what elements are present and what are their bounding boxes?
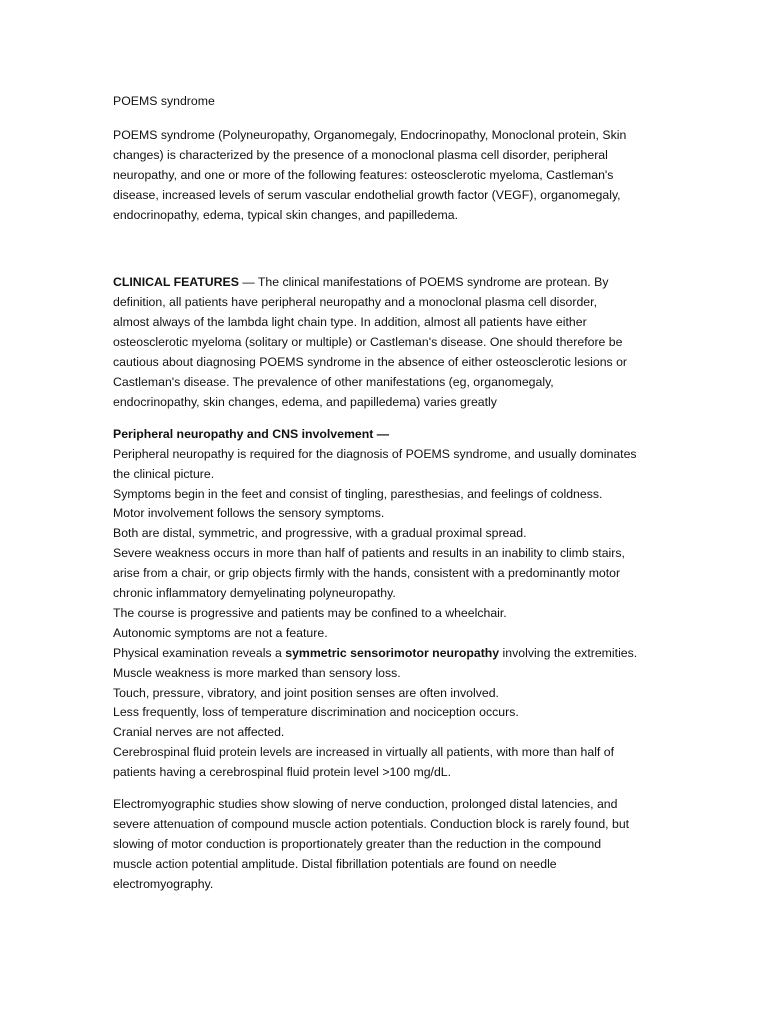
neuropathy-line: Muscle weakness is more marked than sensory loss. <box>113 665 401 680</box>
clinical-line: Castleman's disease. The prevalence of other manifestations (eg, organomegaly, <box>113 374 554 389</box>
document-title <box>113 92 653 112</box>
emg-line: Electromyographic studies show slowing of nerve conduction, prolonged distal latencies, and <box>113 797 618 812</box>
intro-line: POEMS syndrome (Polyneuropathy, Organomegaly, Endocrinopathy, Monoclonal protein, Skin <box>113 127 627 142</box>
neuropathy-line: arise from a chair, or grip objects firmly with the hands, consistent with a predominantly motor <box>113 566 621 581</box>
clinical-line: osteosclerotic myeloma (solitary or multiple) or Castleman's disease. One should therefore be <box>113 335 623 350</box>
intro-line: neuropathy, and one or more of the following features: osteosclerotic myeloma, Castleman's <box>113 167 614 182</box>
intro-line: endocrinopathy, edema, typical skin changes, and papilledema. <box>113 207 458 222</box>
neuropathy-heading: Peripheral neuropathy and CNS involvement — <box>113 426 390 441</box>
exam-suffix: involving the extremities. <box>499 645 638 660</box>
emg-line: severe attenuation of compound muscle action potentials. Conduction block is rarely found, but <box>113 817 630 831</box>
intro-line: changes) is characterized by the presence of a monoclonal plasma cell disorder, peripheral <box>113 147 608 162</box>
neuropathy-line: Less frequently, loss of temperature discrimination and nociception occurs. <box>113 705 519 720</box>
intro-paragraph <box>113 126 653 226</box>
document-page <box>113 92 653 895</box>
exam-bold-term: symmetric sensorimotor neuropathy <box>285 645 500 660</box>
neuropathy-line: Motor involvement follows the sensory symptoms. <box>113 506 385 521</box>
exam-line <box>113 644 653 664</box>
spacer <box>113 112 653 126</box>
neuropathy-line: Autonomic symptoms are not a feature. <box>113 625 328 640</box>
neuropathy-line: Touch, pressure, vibratory, and joint position senses are often involved. <box>113 685 499 700</box>
clinical-line: endocrinopathy, skin changes, edema, and papilledema) varies greatly <box>113 394 497 409</box>
neuropathy-line: Cranial nerves are not affected. <box>113 725 285 740</box>
clinical-line: definition, all patients have peripheral neuropathy and a monoclonal plasma cell disorder, <box>113 295 597 310</box>
neuropathy-paragraph <box>113 425 653 783</box>
title-text: POEMS syndrome <box>113 94 215 108</box>
exam-prefix: Physical examination reveals a <box>113 645 286 660</box>
clinical-features-paragraph <box>113 273 653 412</box>
emg-paragraph <box>113 795 653 895</box>
neuropathy-line: Symptoms begin in the feet and consist of tingling, paresthesias, and feelings of coldness. <box>113 486 603 501</box>
spacer <box>113 225 653 273</box>
clinical-line-text: — The clinical manifestations of POEMS syndrome are protean. By <box>238 275 609 290</box>
clinical-line: cautious about diagnosing POEMS syndrome in the absence of either osteosclerotic lesions or <box>113 355 628 370</box>
spacer <box>113 413 653 425</box>
neuropathy-line: The course is progressive and patients may be confined to a wheelchair. <box>113 605 507 620</box>
emg-line: muscle action potential amplitude. Distal fibrillation potentials are found on needle <box>113 856 557 871</box>
intro-line: disease, increased levels of serum vascular endothelial growth factor (VEGF), organomegaly, <box>113 187 621 202</box>
clinical-line <box>113 273 653 293</box>
emg-line: electromyography. <box>113 876 214 891</box>
neuropathy-line: the clinical picture. <box>113 466 215 481</box>
emg-line: slowing of motor conduction is proportionately greater than the reduction in the compound <box>113 836 602 851</box>
clinical-features-heading: CLINICAL FEATURES <box>113 275 239 290</box>
neuropathy-line: Cerebrospinal fluid protein levels are increased in virtually all patients, with more than half of <box>113 745 615 760</box>
neuropathy-line: Peripheral neuropathy is required for the diagnosis of POEMS syndrome, and usually dominates <box>113 446 637 461</box>
neuropathy-line: Severe weakness occurs in more than half of patients and results in an inability to climb stairs, <box>113 546 625 561</box>
spacer <box>113 783 653 795</box>
neuropathy-line: patients having a cerebrospinal fluid protein level >100 mg/dL. <box>113 765 452 780</box>
clinical-line: almost always of the lambda light chain type. In addition, almost all patients have either <box>113 315 587 330</box>
neuropathy-line: chronic inflammatory demyelinating polyneuropathy. <box>113 586 396 601</box>
neuropathy-line: Both are distal, symmetric, and progressive, with a gradual proximal spread. <box>113 526 527 541</box>
